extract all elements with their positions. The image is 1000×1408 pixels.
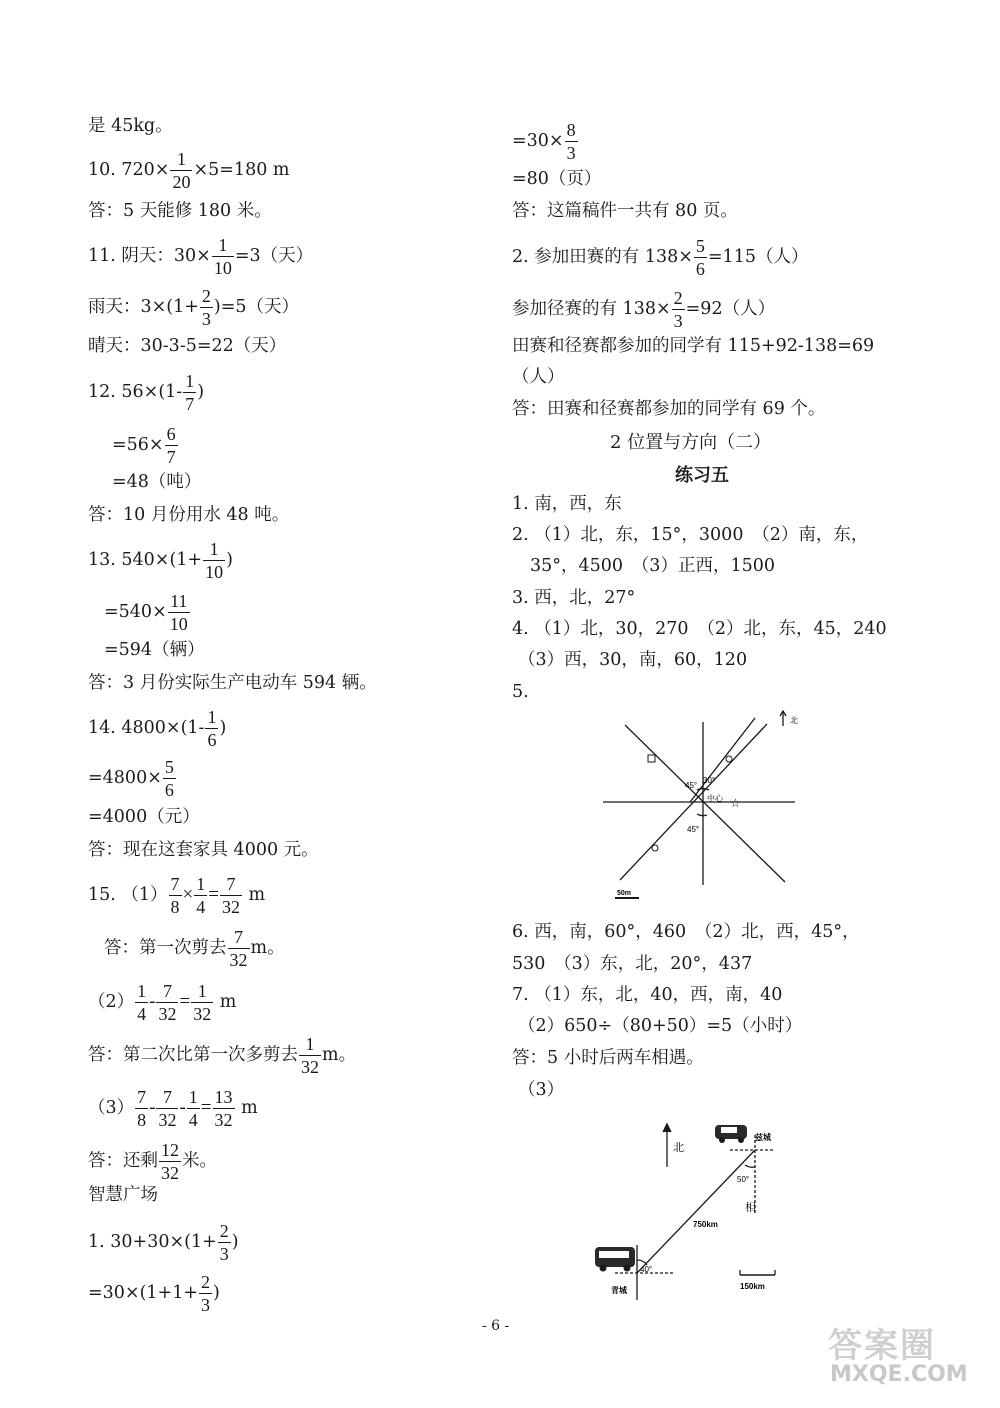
north-arrow-head — [663, 1124, 671, 1132]
wisdom-1-step: =30×(1+1+ $\frac{2}{3}$ ) — [88, 1272, 220, 1315]
point-marker — [648, 755, 655, 762]
fraction: $\frac{12}{32}$ — [161, 1140, 179, 1183]
two-cities-diagram — [585, 1115, 795, 1305]
fraction: $\frac{8}{3}$ — [566, 120, 576, 163]
watermark-url: MXQE.COM — [830, 1362, 968, 1387]
bus-icon — [595, 1247, 635, 1272]
point-marker — [726, 756, 732, 762]
answer-15-2: 答：第二次比第一次多剪去 $\frac{1}{32}$ m。 — [88, 1034, 357, 1077]
answer-line: 答：田赛和径赛都参加的同学有 69 个。 — [512, 399, 826, 419]
scale-label: 150km — [740, 1282, 765, 1291]
ex-3: 3. 西，北，27° — [512, 588, 636, 608]
north-label: 北 — [790, 716, 798, 725]
angle-arc — [745, 1165, 755, 1167]
ex-5: 5. — [512, 682, 529, 702]
problem-14-result: =4000（元） — [88, 807, 200, 827]
problem-13-step: =540× $\frac{11}{10}$ — [104, 591, 188, 634]
ex-4b: （3）西，30，南，60，120 — [518, 650, 748, 670]
problem-2-track: 2. 参加田赛的有 138× $\frac{5}{6}$ =115（人） — [512, 236, 809, 279]
city-label: 青城 — [611, 1286, 627, 1295]
result-line: =80（页） — [512, 169, 602, 189]
angle-label: 40° — [640, 1265, 653, 1274]
text-line: （人） — [512, 367, 565, 387]
ex-7a: 7. （1）东，北，40，西，南，40 — [512, 985, 783, 1005]
problem-10: 10. 720× $\frac{1}{20}$ ×5=180 m — [88, 149, 290, 192]
distance-label: 750km — [693, 1220, 718, 1229]
fraction: $\frac{1}{20}$ — [172, 149, 191, 192]
fraction: $\frac{2}{3}$ — [673, 288, 683, 331]
fraction: $\frac{1}{10}$ — [213, 235, 232, 278]
angle-label: 30° — [703, 776, 716, 785]
problem-15-3: （3） $\frac{7}{8}$ - $\frac{7}{32}$ - $\frac{1}{4}$ = $\frac{13}{32}$ m — [88, 1087, 258, 1130]
fraction: $\frac{5}{6}$ — [164, 757, 174, 800]
page-number: - 6 - — [482, 1318, 510, 1334]
fraction: $\frac{2}{3}$ — [201, 286, 211, 329]
fraction: $\frac{7}{32}$ — [229, 927, 248, 970]
section-title: 智慧广场 — [88, 1185, 158, 1205]
text-line: 是 45kg。 — [88, 116, 173, 136]
problem-14-step: =4800× $\frac{5}{6}$ — [88, 757, 174, 800]
problem-12: 12. 56×(1- $\frac{1}{7}$ ) — [88, 371, 205, 414]
fraction: $\frac{7}{32}$ — [221, 874, 240, 917]
watermark-logo: 答案圈 — [828, 1326, 936, 1366]
problem-15-2: （2） $\frac{1}{4}$ - $\frac{7}{32}$ = $\frac{1}{32}$ m — [88, 981, 237, 1024]
fraction: $\frac{7}{32}$ — [158, 1087, 177, 1130]
angle-label: 50° — [737, 1175, 750, 1184]
problem-11-sunny: 晴天：30-3-5=22（天） — [88, 336, 287, 356]
direction-diagram — [595, 710, 805, 905]
scale-label: 50m — [617, 890, 632, 897]
ex-4a: 4. （1）北，30，270 （2）北，东，45，240 — [512, 619, 887, 639]
problem-11-rainy: 雨天：3×(1+ $\frac{2}{3}$ )=5（天） — [88, 286, 300, 329]
fraction: $\frac{6}{7}$ — [166, 424, 176, 467]
fraction: $\frac{1}{4}$ — [196, 874, 206, 917]
problem-11-cloudy: 11. 阴天：30× $\frac{1}{10}$ =3（天） — [88, 235, 314, 278]
fraction: $\frac{7}{8}$ — [170, 874, 180, 917]
angle-label: 45° — [687, 825, 700, 834]
ex-6a: 6. 西，南，60°，460 （2）北，西，45°， — [512, 922, 860, 942]
problem-14: 14. 4800×(1- $\frac{1}{6}$ ) — [88, 707, 227, 750]
fraction: $\frac{2}{3}$ — [201, 1272, 211, 1315]
answer-14: 答：现在这套家具 4000 元。 — [88, 840, 319, 860]
ex-7c: 答：5 小时后两车相遇。 — [512, 1048, 704, 1068]
meet-label: 相 — [745, 1202, 756, 1214]
route-line — [637, 1150, 755, 1273]
fraction: $\frac{13}{32}$ — [214, 1087, 233, 1130]
fraction: $\frac{5}{6}$ — [695, 236, 705, 279]
answer-13: 答：3 月份实际生产电动车 594 辆。 — [88, 673, 377, 693]
problem-15-1: 15. （1） $\frac{7}{8}$ × $\frac{1}{4}$ = $\frac{7}{32}$ m — [88, 874, 266, 917]
answer-12: 答：10 月份用水 48 吨。 — [88, 505, 290, 525]
fraction: $\frac{7}{32}$ — [158, 981, 177, 1024]
ex-2b: 35°，4500 （3）正西，1500 — [530, 556, 775, 576]
exercise-heading: 练习五 — [675, 465, 729, 486]
fraction: $\frac{1}{6}$ — [207, 707, 217, 750]
fraction: $\frac{1}{7}$ — [185, 371, 195, 414]
fraction: $\frac{2}{3}$ — [219, 1221, 229, 1264]
fraction: $\frac{1}{32}$ — [301, 1034, 319, 1077]
text-line: 田赛和径赛都参加的同学有 115+92-138=69 — [512, 336, 875, 356]
answer-15-1: 答：第一次剪去 $\frac{7}{32}$ m。 — [104, 927, 285, 970]
fraction: $\frac{1}{4}$ — [137, 981, 147, 1024]
answer-10: 答：5 天能修 180 米。 — [88, 201, 272, 221]
step-line: =30× $\frac{8}{3}$ — [512, 120, 576, 163]
angle-arc — [697, 814, 707, 816]
chapter-heading: 2 位置与方向（二） — [610, 432, 772, 453]
problem-13-result: =594（辆） — [104, 640, 205, 660]
diagonal-line — [625, 725, 785, 882]
ex-6b: 530 （3）东，北，20°，437 — [512, 954, 753, 974]
ex-2a: 2. （1）北，东，15°，3000 （2）南，东， — [512, 525, 869, 545]
fraction: $\frac{1}{32}$ — [193, 981, 212, 1024]
point-marker — [652, 845, 658, 851]
answer-15-3: 答：还剩 $\frac{12}{32}$ 米。 — [88, 1140, 217, 1183]
north-label: 北 — [673, 1142, 684, 1154]
wisdom-1: 1. 30+30×(1+ $\frac{2}{3}$ ) — [88, 1221, 239, 1264]
problem-12-result: =48（吨） — [112, 472, 202, 492]
fraction: $\frac{1}{4}$ — [188, 1087, 198, 1130]
problem-13: 13. 540×(1+ $\frac{1}{10}$ ) — [88, 539, 233, 582]
watermark — [810, 1318, 995, 1398]
ex-7d: （3） — [518, 1080, 565, 1100]
angle-label: 45° — [685, 781, 698, 790]
city-label: 兹城 — [755, 1133, 771, 1142]
fraction: $\frac{11}{10}$ — [169, 591, 188, 634]
problem-12-step: =56× $\frac{6}{7}$ — [112, 424, 176, 467]
center-label: 中心 — [707, 794, 723, 803]
fraction: $\frac{7}{8}$ — [137, 1087, 147, 1130]
problem-2-field: 参加径赛的有 138× $\frac{2}{3}$ =92（人） — [512, 288, 776, 331]
ex-7b: （2）650÷（80+50）=5（小时） — [518, 1016, 803, 1036]
car-icon — [715, 1125, 747, 1143]
fraction: $\frac{1}{10}$ — [205, 539, 224, 582]
star-icon: ☆ — [730, 796, 741, 810]
ex-1: 1. 南，西，东 — [512, 494, 622, 514]
answer-line: 答：这篇稿件一共有 80 页。 — [512, 201, 738, 221]
